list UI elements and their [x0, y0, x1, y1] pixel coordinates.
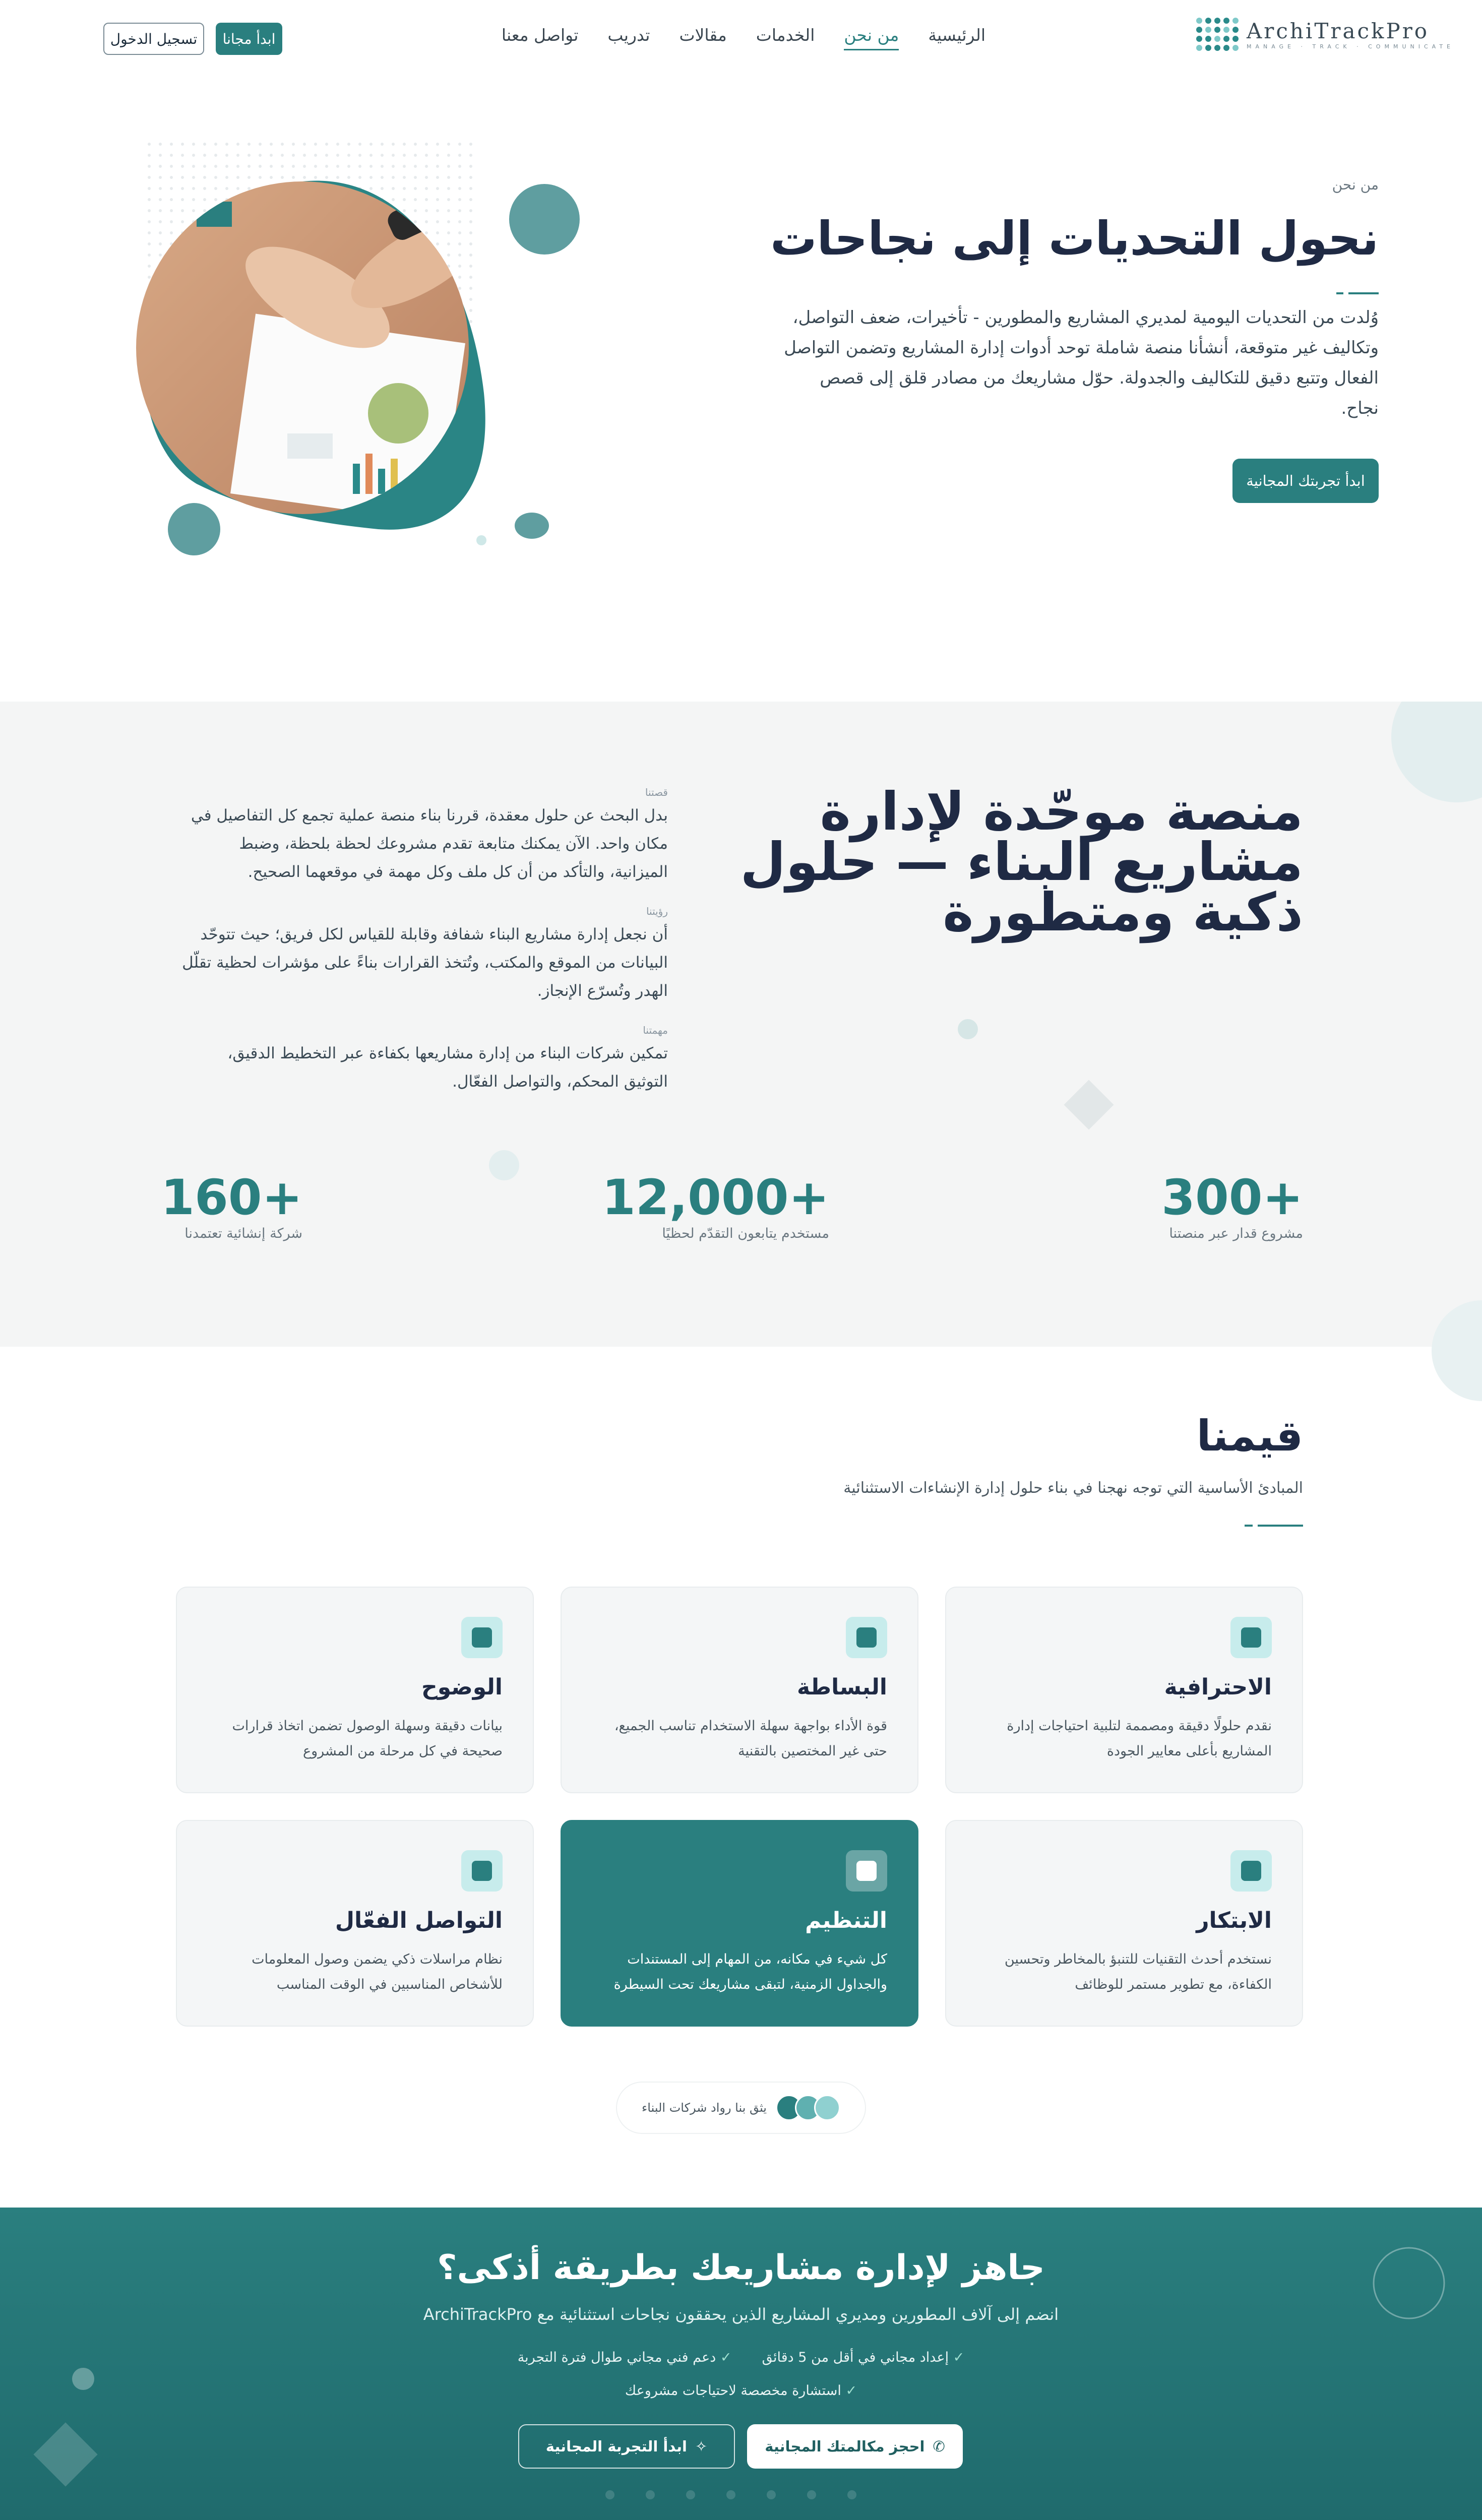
decor-dot-icon	[958, 1019, 978, 1039]
card-desc: كل شيء في مكانه، من المهام إلى المستندات والجداول الزمنية، لتبقى مشاريعك تحت السيطرة	[613, 1951, 887, 1992]
cta-subtitle: انضم إلى آلاف المطورين ومديري المشاريع الذين يحققون نجاحات استثنائية مع ArchiTrackPro	[423, 2305, 1059, 2324]
decor-circle-icon	[1422, 1300, 1482, 1401]
vision-label: رؤيتنا	[646, 905, 668, 917]
stat-caption: مستخدم يتابعون التقدّم لحظيًا	[662, 1226, 829, 1241]
card-title: البساطة	[797, 1674, 887, 1700]
sparkle-icon: ✧	[695, 2438, 708, 2455]
platform-title-line: ذكية ومتطورة	[943, 881, 1303, 943]
platform-title-line: منصة موحّدة لإدارة	[820, 781, 1303, 842]
cta-points	[0, 2350, 1482, 2365]
hero-divider	[1348, 292, 1379, 294]
decor-circle-icon	[1391, 702, 1482, 802]
simplicity-icon	[846, 1617, 887, 1658]
card-desc: نقدم حلولًا دقيقة ومصممة لتلبية احتياجات إدارة المشاريع بأعلى معايير الجودة	[1007, 1718, 1272, 1759]
story-label: قصتنا	[645, 786, 668, 798]
nav-home[interactable]: الرئيسية	[928, 25, 985, 45]
nav-contact[interactable]: تواصل معنا	[501, 25, 579, 45]
platform-blocks	[179, 786, 668, 1096]
hero-cta-button[interactable]: ابدأ تجربتك المجانية	[1232, 459, 1379, 503]
nav-links	[502, 25, 985, 50]
hero-title: نحول التحديات إلى نجاحات	[770, 212, 1379, 266]
platform-title-line: مشاريع البناء — حلول	[740, 831, 1303, 893]
stat-companies	[161, 1169, 302, 1241]
logo-tagline: MANAGE · TRACK · COMMUNICATE	[1246, 43, 1454, 50]
values-subtitle: المبادئ الأساسية التي توجه نهجنا في بناء حلول إدارة الإنشاءات الاستثنائية	[843, 1479, 1303, 1497]
vision-text: أن نجعل إدارة مشاريع البناء شفافة وقابلة للقياس لكل فريق؛ حيث تتوحّد البيانات من الموقع والمكتب، وتُتخذ القرارات بناءً على مؤشرات لحظية تقلّل الهدر وتُسرّع الإنجاز.	[182, 925, 668, 1000]
start-trial-button[interactable]	[518, 2424, 735, 2469]
hero-illustration	[136, 131, 590, 564]
professionalism-icon	[1230, 1617, 1272, 1658]
value-card-innovation[interactable]	[945, 1820, 1303, 2027]
stat-number: +12,000	[602, 1169, 829, 1226]
top-nav	[0, 0, 1482, 76]
nav-articles[interactable]: مقالات	[679, 25, 727, 45]
decor-dot-icon	[489, 1150, 519, 1180]
trust-badge	[616, 2082, 866, 2134]
check-icon: ✓	[841, 2383, 857, 2399]
hero-divider-dot	[1336, 292, 1343, 294]
trust-text: يثق بنا رواد شركات البناء	[642, 2101, 767, 2115]
clarity-icon	[461, 1617, 503, 1658]
organization-icon	[846, 1850, 887, 1892]
value-card-clarity[interactable]	[176, 1587, 534, 1793]
card-desc: نستخدم أحدث التقنيات للتنبؤ بالمخاطر وتحسين الكفاءة، مع تطوير مستمر للوظائف	[1004, 1951, 1272, 1992]
card-title: الابتكار	[1196, 1908, 1272, 1933]
nav-about[interactable]: من نحن	[844, 25, 899, 50]
value-card-organization[interactable]	[561, 1820, 918, 2027]
decor-dots-icon	[600, 2480, 882, 2510]
logo-text: ArchiTrackPro	[1246, 19, 1430, 43]
stat-caption: مشروع قدار عبر منصتنا	[1169, 1226, 1303, 1241]
start-trial-label: ابدأ التجربة المجانية	[545, 2438, 687, 2455]
values-divider-dot	[1245, 1525, 1253, 1527]
card-title: التنظيم	[805, 1908, 887, 1933]
stat-users	[602, 1169, 829, 1241]
card-title: الاحترافية	[1164, 1674, 1272, 1700]
value-card-communication[interactable]	[176, 1820, 534, 2027]
phone-icon: ✆	[933, 2438, 945, 2455]
innovation-icon	[1230, 1850, 1272, 1892]
card-desc: نظام مراسلات ذكي يضمن وصول المعلومات للأشخاص المناسبين في الوقت المناسب	[252, 1951, 503, 1992]
stat-number: +300	[1161, 1169, 1303, 1226]
cta-point: ✓ دعم فني مجاني طوال فترة التجربة	[517, 2350, 732, 2365]
cta-points-row2	[0, 2383, 1482, 2399]
cta-point: ✓ إعداد مجاني في أقل من 5 دقائق	[762, 2350, 965, 2365]
value-card-simplicity[interactable]	[561, 1587, 918, 1793]
hero-text: وُلدت من التحديات اليومية لمديري المشاريع والمطورين - تأخيرات، ضعف التواصل، وتكاليف غير متوقعة، أنشأنا منصة شاملة توحد أدوات إدارة المشاريع وتضمن التواصل الفعال وتتبع دقيق للتكاليف والجدولة. حوّل مشاريعك من مصادر قلق إلى قصص نجاح.	[784, 307, 1379, 418]
card-desc: بيانات دقيقة وسهلة الوصول تضمن اتخاذ قرارات صحيحة في كل مرحلة من المشروع	[232, 1718, 503, 1759]
start-free-button[interactable]: ابدأ مجانا	[216, 23, 282, 55]
stat-caption: شركة إنشائية تعتمدنا	[184, 1226, 302, 1241]
platform-title	[740, 781, 1303, 943]
mission-text: تمكين شركات البناء من إدارة مشاريعها بكفاءة عبر التخطيط الدقيق، التوثيق المحكم، والتواصل الفعّال.	[227, 1044, 668, 1091]
decor-diamond-icon	[20, 2409, 111, 2500]
book-call-button[interactable]	[747, 2424, 963, 2469]
book-call-label: احجز مكالمتك المجانية	[765, 2438, 925, 2455]
stat-projects	[1161, 1169, 1303, 1241]
hero-eyebrow: من نحن	[1332, 176, 1379, 193]
hero-image	[136, 131, 590, 564]
logo[interactable]	[1196, 18, 1454, 51]
card-title: الوضوح	[421, 1674, 503, 1700]
logo-dots-icon	[1196, 18, 1239, 51]
mission-label: مهمتنا	[643, 1024, 668, 1036]
value-card-professionalism[interactable]	[945, 1587, 1303, 1793]
decor-diamond-icon	[1059, 1075, 1119, 1135]
card-desc: قوة الأداء بواجهة سهلة الاستخدام تناسب الجميع، حتى غير المختصين بالتقنية	[614, 1718, 887, 1759]
cta-title: جاهز لإدارة مشاريعك بطريقة أذكى؟	[437, 2248, 1045, 2288]
nav-services[interactable]: الخدمات	[756, 25, 815, 45]
story-text: بدل البحث عن حلول معقدة، قررنا بناء منصة عملية تجمع كل التفاصيل في مكان واحد. الآن يمكنك متابعة تقدم مشروعك لحظة بلحظة، وضبط الميزانية، والتأكد من أن كل ملف وكل مهمة في موقعهما الصحيح.	[191, 806, 668, 881]
communication-icon	[461, 1850, 503, 1892]
avatars-icon	[776, 2095, 840, 2121]
check-icon: ✓	[716, 2350, 732, 2365]
card-title: التواصل الفعّال	[335, 1908, 503, 1933]
cta-point: ✓ استشارة مخصصة لاحتياجات مشروعك	[625, 2383, 857, 2399]
login-button[interactable]: تسجيل الدخول	[103, 23, 204, 55]
values-title: قيمنا	[1196, 1411, 1303, 1461]
stat-number: +160	[161, 1169, 302, 1226]
nav-training[interactable]: تدريب	[607, 25, 650, 45]
check-icon: ✓	[949, 2350, 965, 2365]
values-divider	[1258, 1525, 1303, 1527]
